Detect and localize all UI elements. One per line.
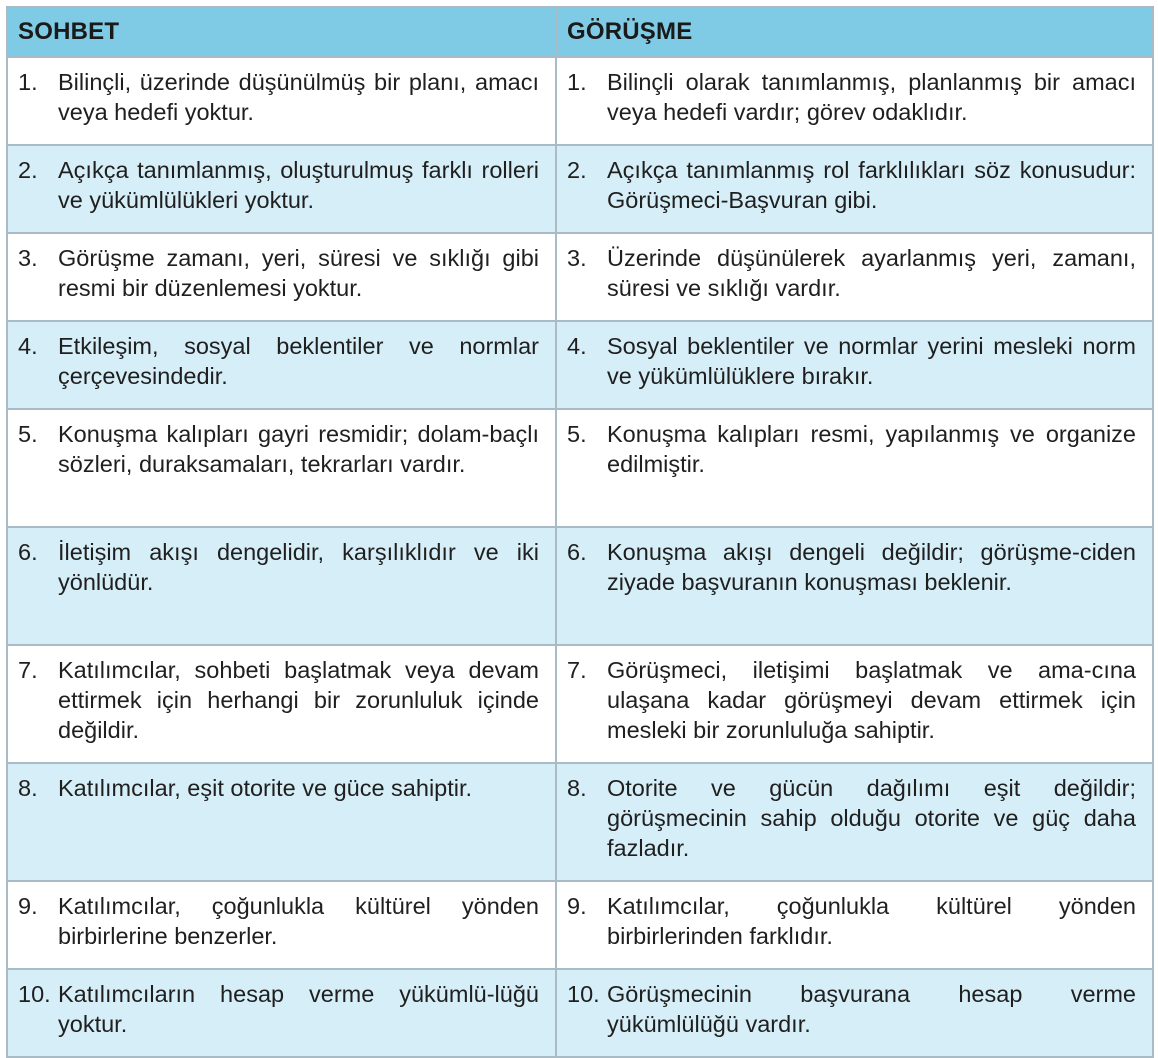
sohbet-cell bbox=[7, 763, 556, 881]
table-row bbox=[7, 881, 1153, 969]
sohbet-cell bbox=[7, 57, 556, 145]
sohbet-cell bbox=[7, 321, 556, 409]
gorusme-text: Açıkça tanımlanmış rol farklılıkları söz konusudur: Görüşmeci-Başvuran gibi. bbox=[607, 157, 1136, 213]
sohbet-text: Katılımcılar, çoğunlukla kültürel yönden birbirlerine benzerler. bbox=[58, 893, 539, 949]
gorusme-cell bbox=[556, 527, 1153, 645]
sohbet-cell bbox=[7, 145, 556, 233]
item-number: 6. bbox=[18, 539, 38, 565]
sohbet-cell bbox=[7, 233, 556, 321]
gorusme-cell bbox=[556, 145, 1153, 233]
item-number: 2. bbox=[567, 157, 587, 183]
header-row bbox=[7, 7, 1153, 57]
item-number: 4. bbox=[18, 333, 38, 359]
sohbet-text: Katılımcılar, sohbeti başlatmak veya devam ettirmek için herhangi bir zorunluluk içinde değildir. bbox=[58, 657, 539, 743]
sohbet-text: Açıkça tanımlanmış, oluşturulmuş farklı rolleri ve yükümlülükleri yoktur. bbox=[58, 157, 539, 213]
item-number: 1. bbox=[567, 69, 587, 95]
table-row bbox=[7, 527, 1153, 645]
item-number: 8. bbox=[567, 775, 587, 801]
gorusme-cell bbox=[556, 321, 1153, 409]
table-row bbox=[7, 969, 1153, 1057]
table-row bbox=[7, 321, 1153, 409]
item-number: 10. bbox=[18, 981, 51, 1007]
header-gorusme: GÖRÜŞME bbox=[556, 7, 1153, 57]
sohbet-cell bbox=[7, 881, 556, 969]
gorusme-cell bbox=[556, 409, 1153, 527]
item-number: 9. bbox=[567, 893, 587, 919]
item-number: 3. bbox=[567, 245, 587, 271]
gorusme-cell bbox=[556, 763, 1153, 881]
gorusme-text: Görüşmecinin başvurana hesap verme yükümlülüğü vardır. bbox=[607, 981, 1136, 1037]
sohbet-text: Katılımcılar, eşit otorite ve güce sahiptir. bbox=[58, 775, 473, 801]
gorusme-text: Konuşma akışı dengeli değildir; görüşme-ciden ziyade başvuranın konuşması beklenir. bbox=[607, 539, 1136, 595]
comparison-table bbox=[6, 6, 1154, 1058]
gorusme-cell bbox=[556, 969, 1153, 1057]
item-number: 8. bbox=[18, 775, 38, 801]
gorusme-cell bbox=[556, 881, 1153, 969]
gorusme-cell bbox=[556, 645, 1153, 763]
sohbet-text: Konuşma kalıpları gayri resmidir; dolam-baçlı sözleri, duraksamaları, tekrarları vardır. bbox=[58, 421, 539, 477]
item-number: 4. bbox=[567, 333, 587, 359]
item-number: 7. bbox=[567, 657, 587, 683]
item-number: 3. bbox=[18, 245, 38, 271]
gorusme-cell bbox=[556, 233, 1153, 321]
table-row bbox=[7, 57, 1153, 145]
sohbet-text: Bilinçli, üzerinde düşünülmüş bir planı, amacı veya hedefi yoktur. bbox=[58, 69, 539, 125]
sohbet-cell bbox=[7, 527, 556, 645]
table-row bbox=[7, 233, 1153, 321]
gorusme-text: Sosyal beklentiler ve normlar yerini mesleki norm ve yükümlülüklere bırakır. bbox=[607, 333, 1136, 389]
item-number: 1. bbox=[18, 69, 38, 95]
gorusme-text: Görüşmeci, iletişimi başlatmak ve ama-cına ulaşana kadar görüşmeyi devam ettirmek için mesleki bir zorunluluğa sahiptir. bbox=[607, 657, 1136, 743]
sohbet-text: Görüşme zamanı, yeri, süresi ve sıklığı gibi resmi bir düzenlemesi yoktur. bbox=[58, 245, 539, 301]
gorusme-cell bbox=[556, 57, 1153, 145]
item-number: 9. bbox=[18, 893, 38, 919]
gorusme-text: Konuşma kalıpları resmi, yapılanmış ve organize edilmiştir. bbox=[607, 421, 1136, 477]
sohbet-cell bbox=[7, 645, 556, 763]
sohbet-cell bbox=[7, 409, 556, 527]
sohbet-cell bbox=[7, 969, 556, 1057]
sohbet-text: İletişim akışı dengelidir, karşılıklıdır ve iki yönlüdür. bbox=[58, 539, 539, 595]
item-number: 5. bbox=[567, 421, 587, 447]
item-number: 6. bbox=[567, 539, 587, 565]
table-row bbox=[7, 763, 1153, 881]
item-number: 10. bbox=[567, 981, 600, 1007]
item-number: 2. bbox=[18, 157, 38, 183]
gorusme-text: Otorite ve gücün dağılımı eşit değildir; görüşmecinin sahip olduğu otorite ve güç daha fazladır. bbox=[607, 775, 1136, 861]
table-row bbox=[7, 145, 1153, 233]
gorusme-text: Üzerinde düşünülerek ayarlanmış yeri, zamanı, süresi ve sıklığı vardır. bbox=[607, 245, 1136, 301]
sohbet-text: Katılımcıların hesap verme yükümlü-lüğü yoktur. bbox=[58, 981, 539, 1037]
item-number: 7. bbox=[18, 657, 38, 683]
gorusme-text: Katılımcılar, çoğunlukla kültürel yönden birbirlerinden farklıdır. bbox=[607, 893, 1136, 949]
sohbet-text: Etkileşim, sosyal beklentiler ve normlar çerçevesindedir. bbox=[58, 333, 539, 389]
header-sohbet: SOHBET bbox=[7, 7, 556, 57]
gorusme-text: Bilinçli olarak tanımlanmış, planlanmış bir amacı veya hedefi vardır; görev odaklıdır. bbox=[607, 69, 1136, 125]
table-row bbox=[7, 645, 1153, 763]
item-number: 5. bbox=[18, 421, 38, 447]
table-row bbox=[7, 409, 1153, 527]
